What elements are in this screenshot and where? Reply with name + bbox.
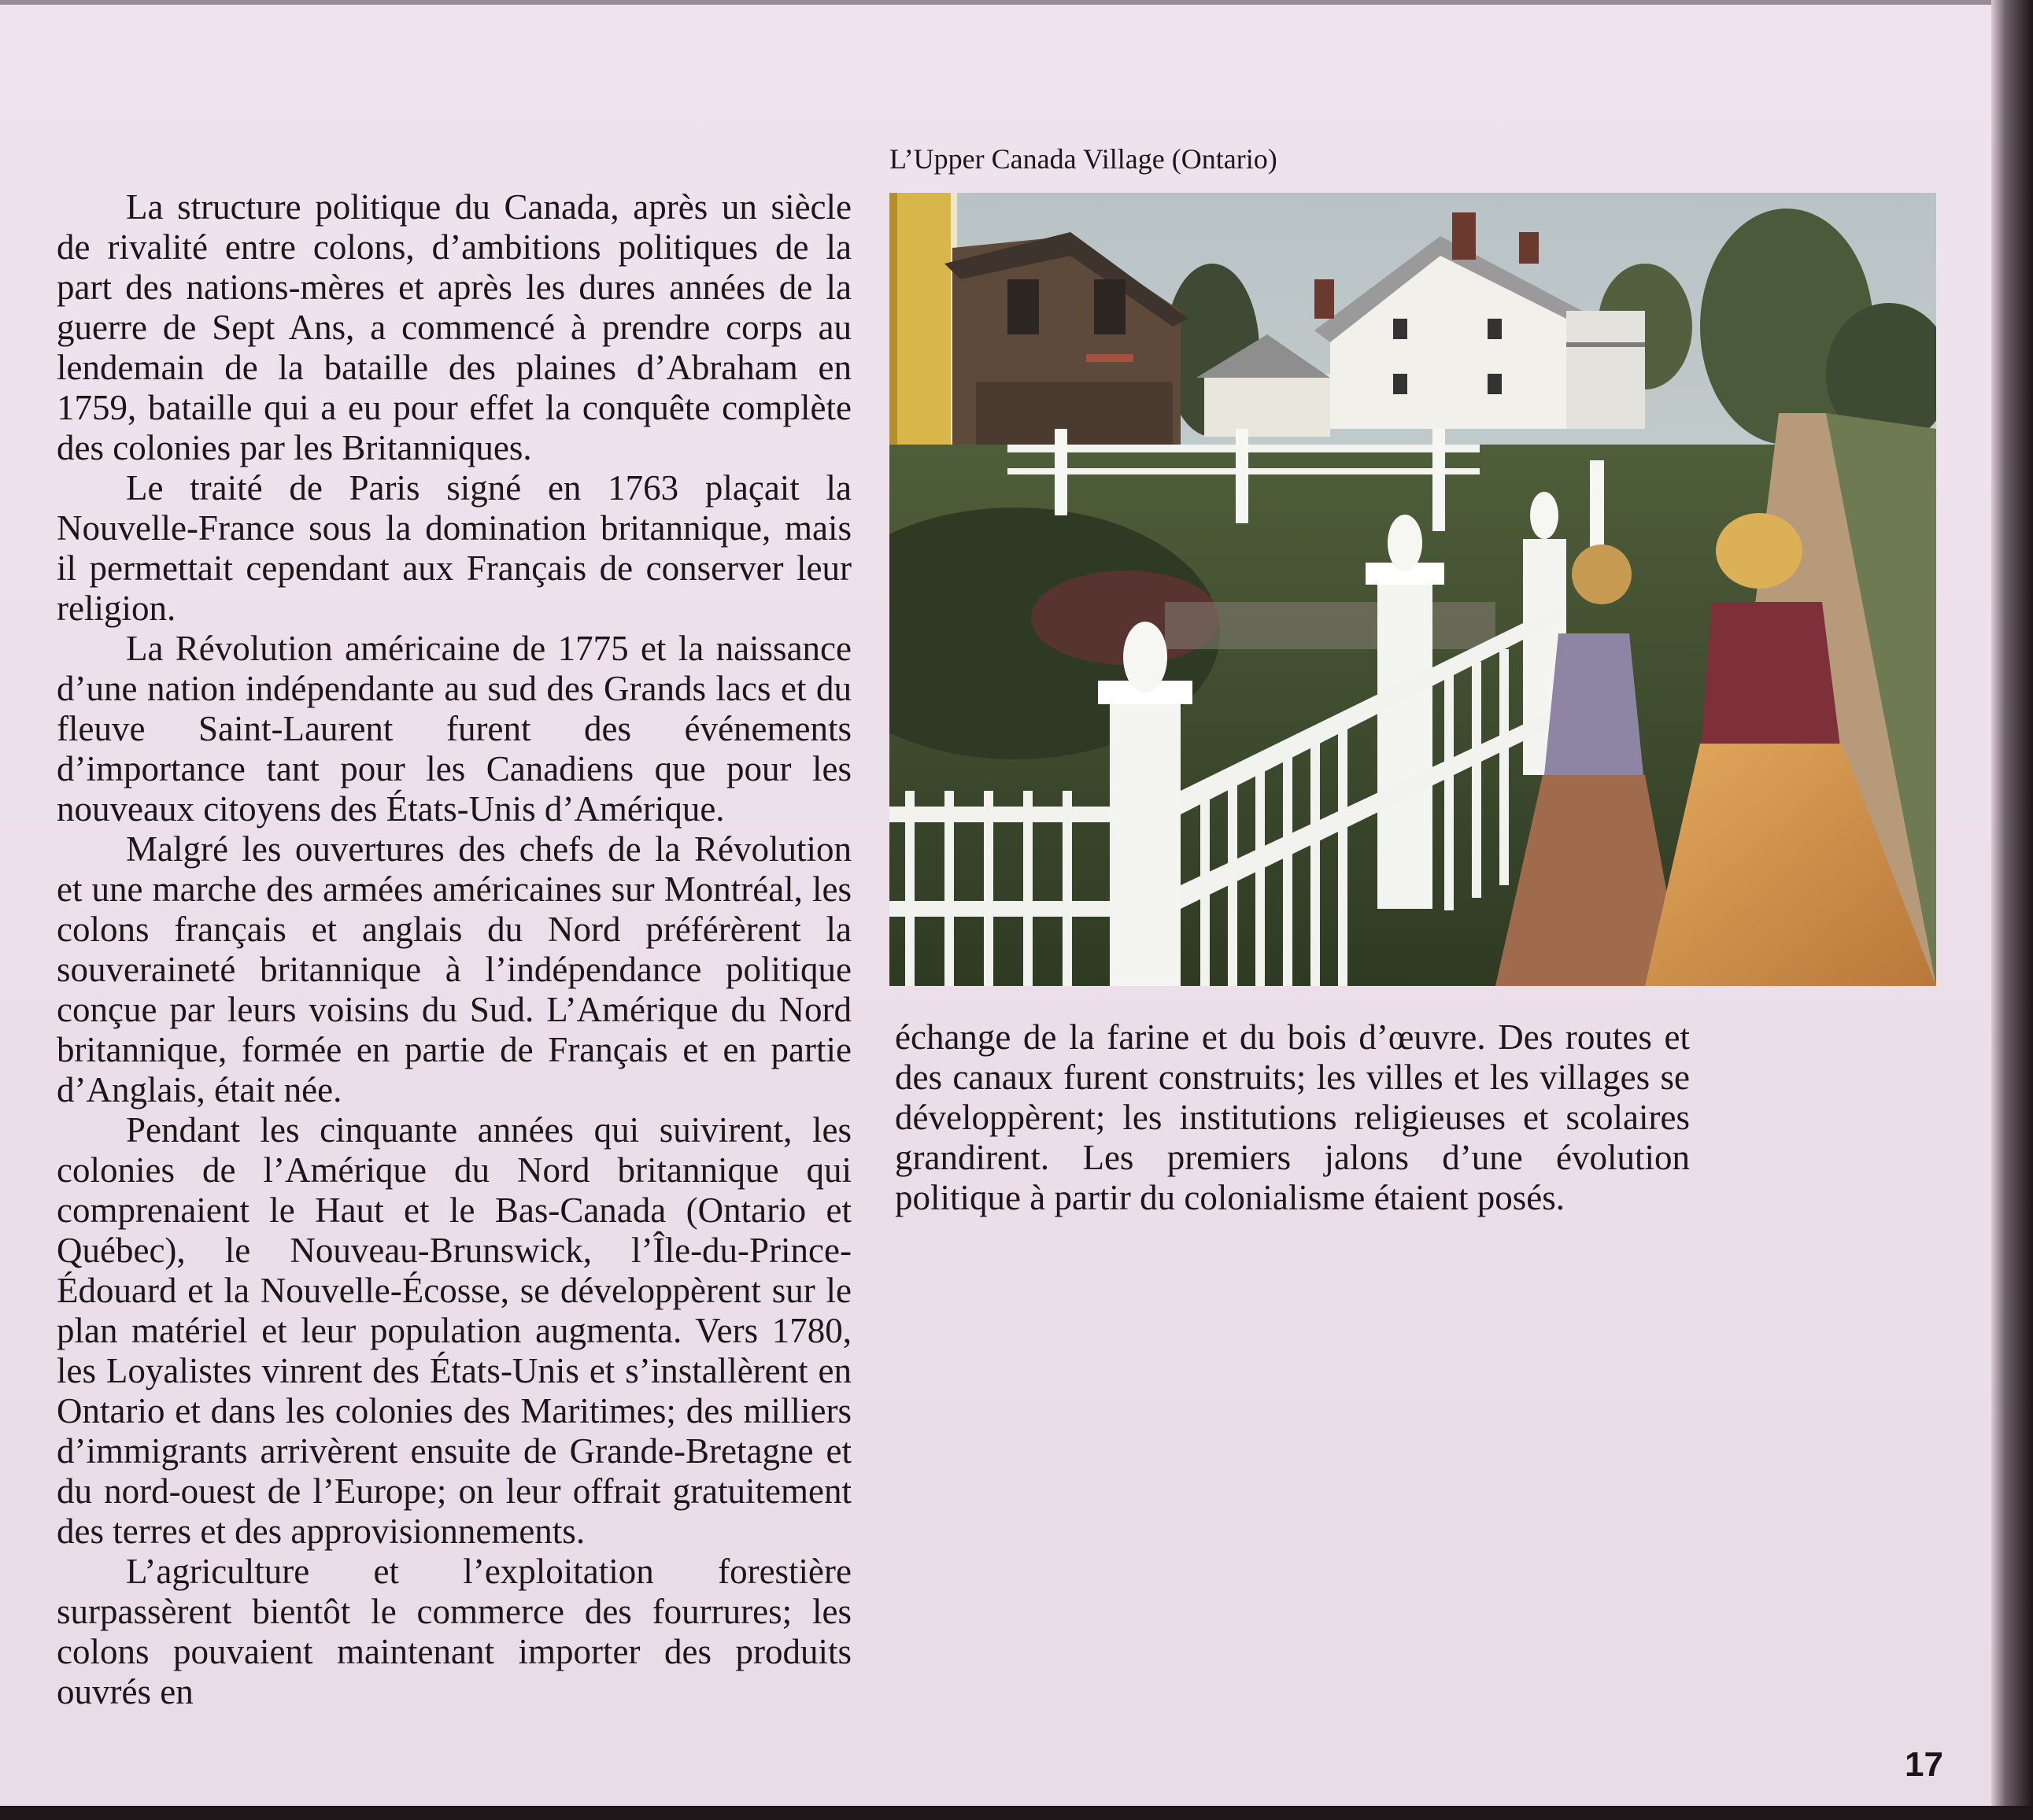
village-photo-illustration bbox=[889, 193, 1936, 986]
paragraph: échange de la farine et du bois d’œuvre. Des routes et des canaux furent construits; les villes et les villages se développèrent; les institutions religieuses et scolaires grandirent. Les premiers jalons d’une évolution politique à partir du colonialisme étaient posés. bbox=[895, 1017, 1690, 1217]
village-photo bbox=[889, 193, 1936, 986]
paragraph: L’agriculture et l’exploitation forestière surpassèrent bientôt le commerce des fourrures; les colons pouvaient maintenant importer des produits ouvrés en bbox=[57, 1552, 852, 1711]
paragraph: La structure politique du Canada, après un siècle de rivalité entre colons, d’ambitions politiques de la part des nations-mères et après les dures années de la guerre de Sept Ans, a commencé à prendre corps au lendemain de la bataille des plaines d’Abraham en 1759, bataille qui a eu pour effet la conquête complète des colonies par les Britanniques. bbox=[57, 187, 852, 467]
page-top-border bbox=[0, 0, 1991, 5]
paragraph: La Révolution américaine de 1775 et la naissance d’une nation indépendante au sud des Grands lacs et du fleuve Saint-Laurent furent des événements d’importance tant pour les Canadiens que pour les nouveaux citoyens des États-Unis d’Amérique. bbox=[57, 629, 852, 829]
photo-caption: L’Upper Canada Village (Ontario) bbox=[889, 143, 1277, 175]
paragraph: Pendant les cinquante années qui suivirent, les colonies de l’Amérique du Nord britannique qui comprenaient le Haut et le Bas-Canada (Ontario et Québec), le Nouveau-Brunswick, l’Île-du-Prince-Édouard et la Nouvelle-Écosse, se développèrent sur le plan matériel et leur population augmenta. Vers 1780, les Loyalistes vinrent des États-Unis et s’installèrent en Ontario et dans les colonies des Maritimes; des milliers d’immigrants arrivèrent ensuite de Grande-Bretagne et du nord-ouest de l’Europe; on leur offrait gratuitement des terres et des approvisionnements. bbox=[57, 1110, 852, 1551]
paragraph: Malgré les ouvertures des chefs de la Révolution et une marche des armées américaines sur Montréal, les colons français et anglais du Nord préférèrent la souveraineté britannique à l’indépendance politique conçue par leurs voisins du Sud. L’Amérique du Nord britannique, formée en partie de Français et en partie d’Anglais, était née. bbox=[57, 829, 852, 1109]
page-bottom-edge bbox=[0, 1806, 2033, 1820]
right-text-column bbox=[895, 1017, 1690, 1218]
left-text-column bbox=[57, 187, 852, 1712]
page-number: 17 bbox=[1905, 1745, 1943, 1784]
paragraph: Le traité de Paris signé en 1763 plaçait la Nouvelle-France sous la domination britannique, mais il permettait cependant aux Français de conserver leur religion. bbox=[57, 468, 852, 628]
page-binding-edge bbox=[1991, 0, 2033, 1820]
